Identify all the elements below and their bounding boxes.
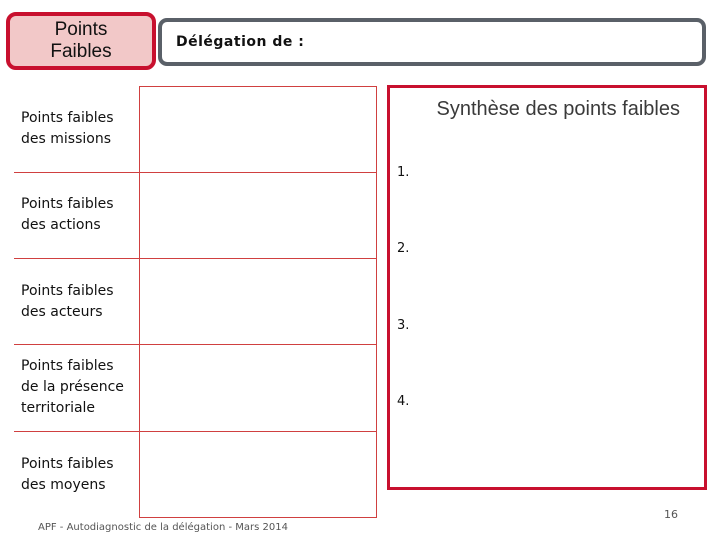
- row-divider: [14, 344, 377, 345]
- input-cell-presence-territoriale[interactable]: [139, 344, 377, 431]
- row-label-acteurs: Points faibles des acteurs: [21, 283, 114, 320]
- input-cell-missions[interactable]: [139, 86, 377, 172]
- row-label-actions: Points faibles des actions: [21, 196, 114, 233]
- input-cell-moyens[interactable]: [139, 431, 377, 517]
- synthesis-panel[interactable]: [387, 85, 707, 490]
- delegation-label: Délégation de :: [176, 34, 305, 50]
- page-number: 16: [664, 508, 678, 521]
- row-divider: [139, 86, 377, 87]
- row-divider: [14, 431, 377, 432]
- input-cell-actions[interactable]: [139, 172, 377, 258]
- synthesis-item-2: 2.: [397, 241, 410, 256]
- synthesis-item-3: 3.: [397, 318, 410, 333]
- row-divider: [14, 258, 377, 259]
- delegation-field[interactable]: [158, 18, 706, 66]
- synthesis-item-1: 1.: [397, 165, 410, 180]
- row-label-presence-territoriale: Points faibles de la présence territoriale: [21, 358, 124, 416]
- input-cell-acteurs[interactable]: [139, 258, 377, 344]
- synthesis-title: Synthèse des points faibles: [436, 98, 680, 120]
- row-label-moyens: Points faibles des moyens: [21, 456, 114, 493]
- slide-title-badge: Points Faibles: [6, 12, 156, 70]
- row-divider: [139, 517, 377, 518]
- synthesis-item-4: 4.: [397, 394, 410, 409]
- row-divider: [14, 172, 377, 173]
- row-label-missions: Points faibles des missions: [21, 110, 114, 147]
- footer-text: APF - Autodiagnostic de la délégation - Mars 2014: [38, 522, 288, 533]
